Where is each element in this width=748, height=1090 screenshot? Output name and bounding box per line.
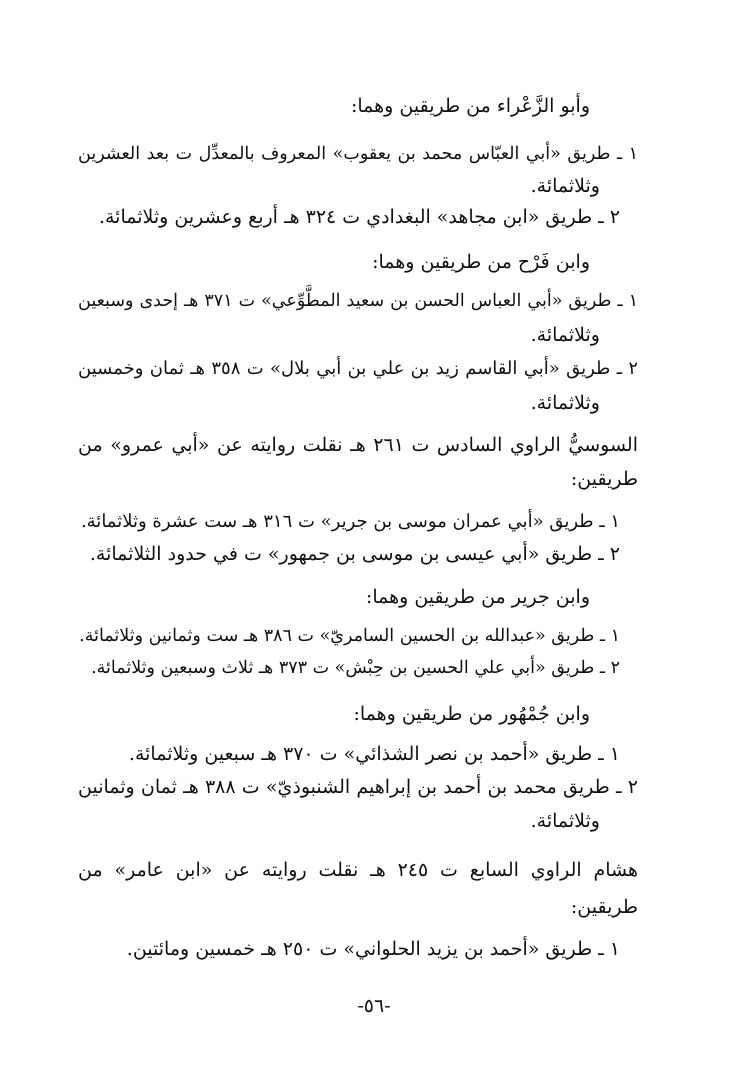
- page-number: -٥٦-: [357, 995, 391, 1017]
- text-line: ٢ ـ طريق محمد بن أحمد بن إبراهيم الشنبوذيّ» ت ٣٨٨ هـ ثمان وثمانين: [78, 776, 638, 798]
- text-line: ٢ ـ طريق «ابن مجاهد» البغدادي ت ٣٢٤ هـ أربع وعشرين وثلاثمائة.: [98, 206, 620, 228]
- text-line: وثلاثمائة.: [530, 324, 600, 346]
- text-line: وابن فَرْح من طريقين وهما:: [372, 251, 590, 273]
- text-line: ١ ـ طريق «أبي العبّاس محمد بن يعقوب» المعروف بالمعدِّل ت بعد العشرين: [78, 144, 638, 164]
- text-line: وابن جُمْهُور من طريقين وهما:: [353, 703, 590, 725]
- text-line: ٢ ـ طريق «أبي القاسم زيد بن علي بن أبي بلال» ت ٣٥٨ هـ ثمان وخمسين: [78, 358, 639, 379]
- text-line: السوسيُّ الراوي السادس ت ٢٦١ هـ نقلت روايته عن «أبي عمرو» من: [78, 434, 638, 456]
- text-line: ٢ ـ طريق «أبي علي الحسين بن حِبْش» ت ٣٧٣ هـ ثلاث وسبعين وثلاثمائة.: [91, 658, 620, 678]
- text-line: وثلاثمائة.: [530, 392, 600, 414]
- text-line: وثلاثمائة.: [530, 175, 600, 197]
- text-line: هشام الراوي السابع ت ٢٤٥ هـ نقلت روايته عن «ابن عامر» من: [78, 859, 638, 881]
- text-line: طريقين:: [570, 468, 638, 490]
- text-line: وثلاثمائة.: [530, 810, 600, 832]
- text-line: طريقين:: [570, 896, 638, 918]
- text-line: وابن جرير من طريقين وهما:: [365, 586, 590, 608]
- text-line: ١ ـ طريق «عبدالله بن الحسين السامريّ» ت ٣٨٦ هـ ست وثمانين وثلاثمائة.: [79, 626, 620, 646]
- text-line: ١ ـ طريق «أحمد بن نصر الشذائي» ت ٣٧٠ هـ سبعين وثلاثمائة.: [128, 743, 620, 765]
- text-line: ٢ ـ طريق «أبي عيسى بن موسى بن جمهور» ت في حدود الثلاثمائة.: [89, 543, 620, 565]
- text-line: ١ ـ طريق «أبي العباس الحسن بن سعيد المطَّوِّعي» ت ٣٧١ هـ إحدى وسبعين: [78, 291, 639, 311]
- text-line: ١ ـ طريق «أبي عمران موسى بن جرير» ت ٣١٦ هـ ست عشرة وثلاثمائة.: [80, 511, 620, 532]
- text-line: ١ ـ طريق «أحمد بن يزيد الحلواني» ت ٢٥٠ هـ خمسين ومائتين.: [126, 938, 620, 960]
- text-line: وأبو الزَّعْراء من طريقين وهما:: [350, 95, 590, 117]
